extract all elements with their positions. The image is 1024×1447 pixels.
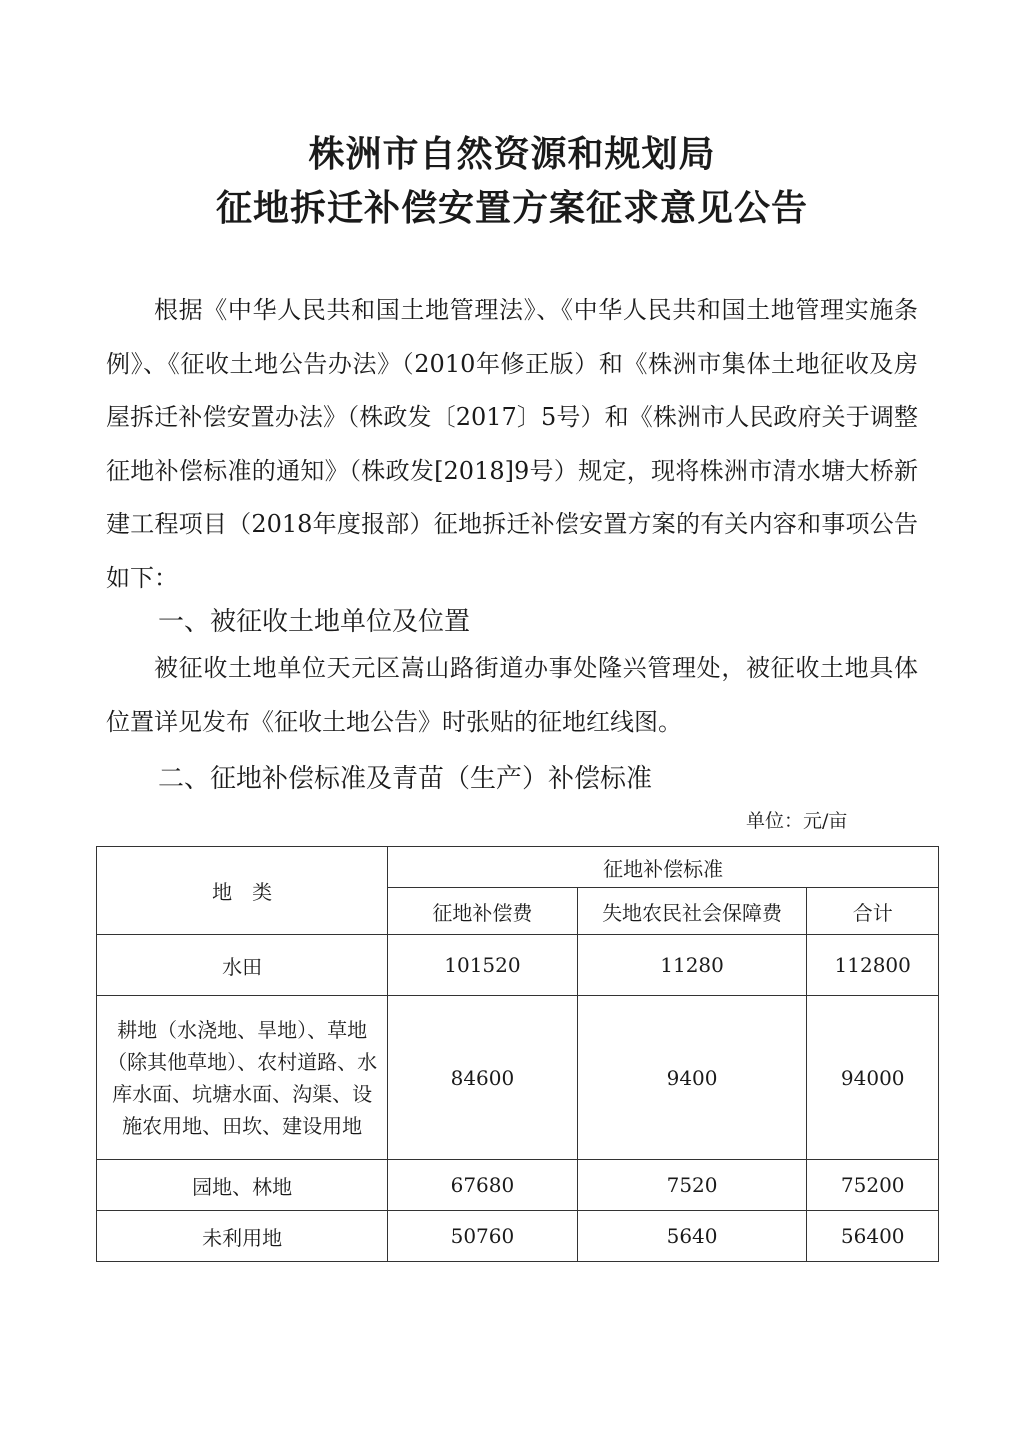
col-header-social: 失地农民社会保障费 <box>577 888 807 935</box>
fee-cell: 84600 <box>388 996 578 1160</box>
social-cell: 7520 <box>577 1160 807 1211</box>
group-header: 征地补偿标准 <box>388 847 939 888</box>
fee-cell: 101520 <box>388 935 578 996</box>
land-type-cell: 园地、林地 <box>97 1160 388 1211</box>
land-type-header: 地 类 <box>97 847 388 935</box>
social-cell: 11280 <box>577 935 807 996</box>
total-cell: 56400 <box>807 1211 939 1262</box>
total-cell: 112800 <box>807 935 939 996</box>
fee-cell: 50760 <box>388 1211 578 1262</box>
col-header-fee: 征地补偿费 <box>388 888 578 935</box>
social-cell: 5640 <box>577 1211 807 1262</box>
land-type-cell: 耕地（水浇地、旱地）、草地（除其他草地）、农村道路、水库水面、坑塘水面、沟渠、设施农用地、田坎、建设用地 <box>97 996 388 1160</box>
unit-note: 单位：元/亩 <box>746 810 848 832</box>
social-cell: 9400 <box>577 996 807 1160</box>
total-cell: 94000 <box>807 996 939 1160</box>
land-type-cell: 水田 <box>97 935 388 996</box>
compensation-table <box>96 846 939 1262</box>
col-header-total: 合计 <box>807 888 939 935</box>
section1-paragraph: 被征收土地单位天元区嵩山路街道办事处隆兴管理处，被征收土地具体位置详见发布《征收土地公告》时张贴的征地红线图。 <box>106 654 918 736</box>
section1-heading: 一、被征收土地单位及位置 <box>158 607 471 637</box>
table-row <box>97 935 939 996</box>
table-row <box>97 1211 939 1262</box>
table-row <box>97 996 939 1160</box>
notice-title-line1: 株洲市自然资源和规划局 <box>308 134 716 175</box>
intro-paragraph: 根据《中华人民共和国土地管理法》、《中华人民共和国土地管理实施条例》、《征收土地公告办法》（2010年修正版）和《株洲市集体土地征收及房屋拆迁补偿安置办法》（株政发〔2017〕5号）和《株洲市人民政府关于调整征地补偿标准的通知》（株政发[2018]9号）规定，现将株洲市清水塘大桥新建工程项目（2018年度报部）征地拆迁补偿安置方案的有关内容和事项公告如下： <box>106 296 918 592</box>
total-cell: 75200 <box>807 1160 939 1211</box>
land-type-cell: 未利用地 <box>97 1211 388 1262</box>
notice-title-line2: 征地拆迁补偿安置方案征求意见公告 <box>215 188 808 229</box>
section2-heading: 二、征地补偿标准及青苗（生产）补偿标准 <box>158 764 653 794</box>
fee-cell: 67680 <box>388 1160 578 1211</box>
table-row <box>97 1160 939 1211</box>
